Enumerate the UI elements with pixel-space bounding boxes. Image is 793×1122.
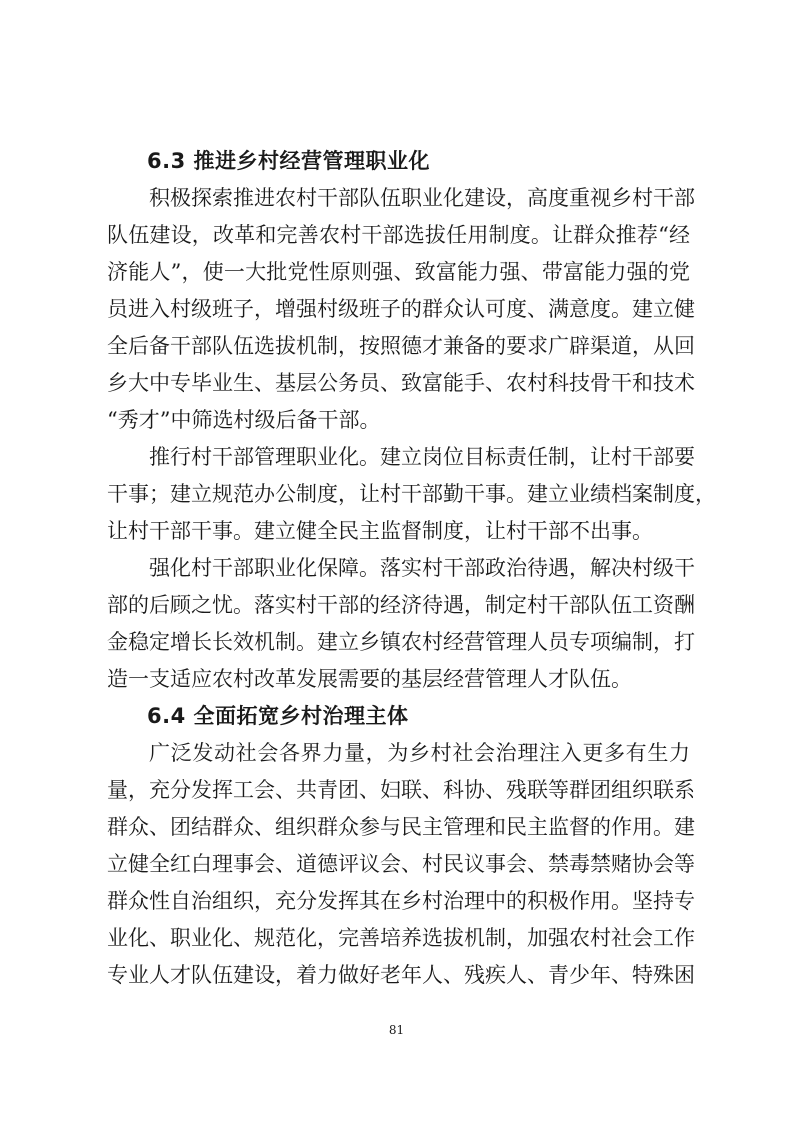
- paragraph: [107, 180, 695, 439]
- text-line: 推行村干部管理职业化。建立岗位目标责任制，让村干部要: [149, 445, 695, 469]
- text-line: 造一支适应农村改革发展需要的基层经营管理人才队伍。: [107, 667, 632, 691]
- text-line: 干事；建立规范办公制度，让村干部勤干事。建立业绩档案制度，: [107, 482, 716, 506]
- text-line: 群众、团结群众、组织群众参与民主管理和民主监督的作用。建: [107, 815, 695, 839]
- text-line: 队伍建设，改革和完善农村干部选拔任用制度。让群众推荐“经: [107, 223, 690, 247]
- section-heading-6-4: 6.4 全面拓宽乡村治理主体: [147, 704, 409, 728]
- text-line: 积极探索推进农村干部队伍职业化建设，高度重视乡村干部: [149, 186, 695, 210]
- text-line: 全后备干部队伍选拔机制，按照德才兼备的要求广辟渠道，从回: [107, 334, 695, 358]
- text-line: 金稳定增长长效机制。建立乡镇农村经营管理人员专项编制，打: [107, 630, 695, 654]
- text-line: 专业人才队伍建设，着力做好老年人、残疾人、青少年、特殊困: [107, 963, 695, 987]
- text-line: 让村干部干事。建立健全民主监督制度，让村干部不出事。: [107, 519, 653, 543]
- text-line: 广泛发动社会各界力量，为乡村社会治理注入更多有生力: [149, 741, 690, 765]
- page-number: 81: [388, 1023, 405, 1037]
- text-line: 部的后顾之忧。落实村干部的经济待遇，制定村干部队伍工资酬: [107, 593, 695, 617]
- page-body: [107, 143, 716, 994]
- section-heading-6-3: 6.3 推进乡村经营管理职业化: [147, 149, 431, 173]
- text-line: 乡大中专毕业生、基层公务员、致富能手、农村科技骨干和技术: [107, 371, 695, 395]
- text-line: 强化村干部职业化保障。落实村干部政治待遇，解决村级干: [149, 556, 695, 580]
- text-line: 立健全红白理事会、道德评议会、村民议事会、禁毒禁赌协会等: [107, 852, 695, 876]
- text-line: “秀才”中筛选村级后备干部。: [107, 408, 381, 432]
- paragraph: [107, 439, 716, 550]
- text-line: 员进入村级班子，增强村级班子的群众认可度、满意度。建立健: [107, 297, 695, 321]
- text-line: 业化、职业化、规范化，完善培养选拔机制，加强农村社会工作: [107, 926, 695, 950]
- text-line: 群众性自治组织，充分发挥其在乡村治理中的积极作用。坚持专: [107, 889, 695, 913]
- text-line: 济能人”，使一大批党性原则强、致富能力强、带富能力强的党: [107, 260, 690, 284]
- paragraph: [107, 735, 695, 994]
- paragraph: [107, 550, 695, 698]
- text-line: 量，充分发挥工会、共青团、妇联、科协、残联等群团组织联系: [107, 778, 695, 802]
